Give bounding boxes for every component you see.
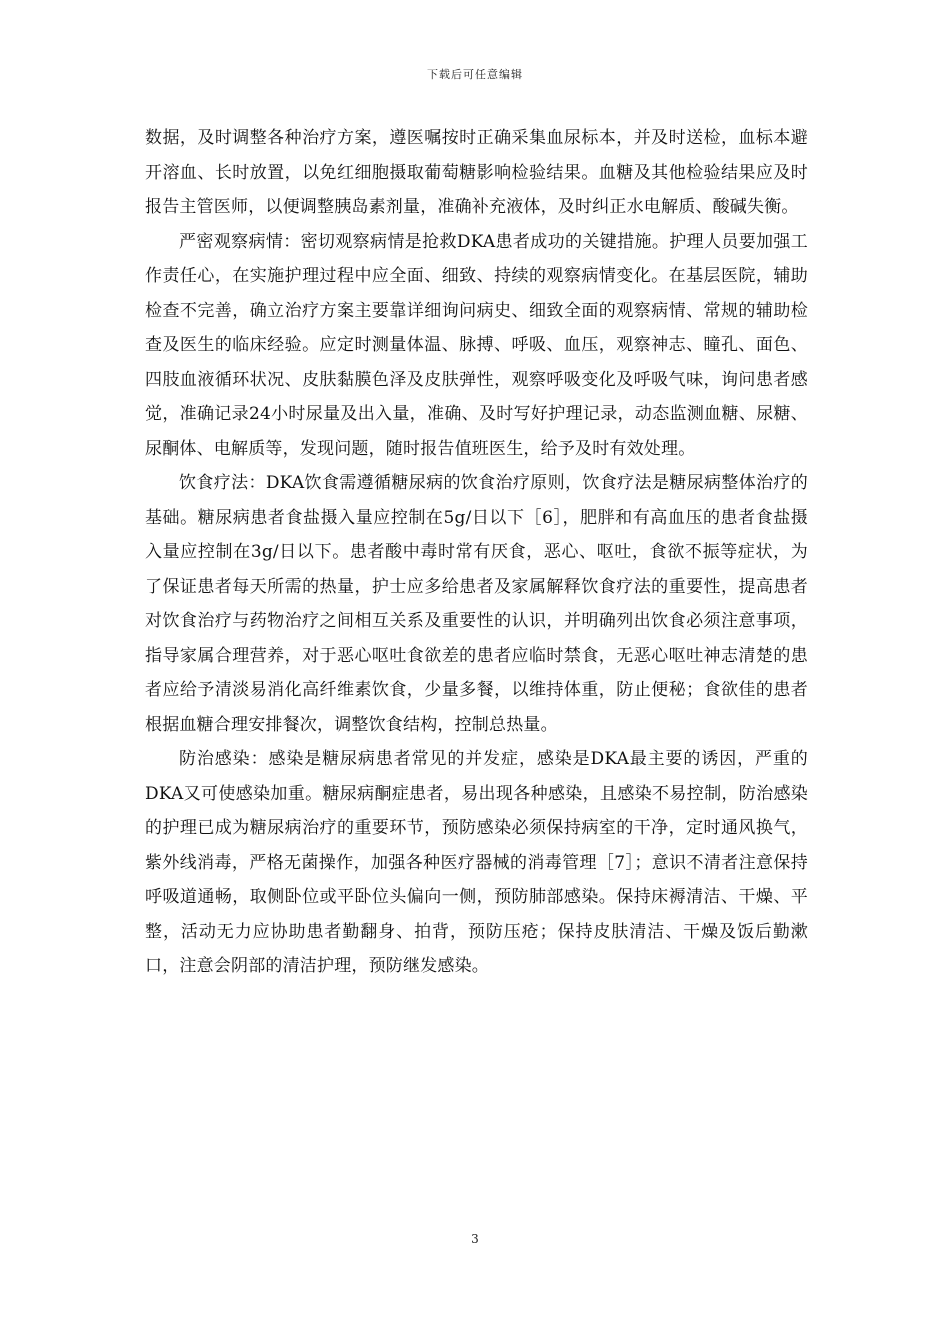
page-number: 3 xyxy=(471,1232,479,1246)
document-body xyxy=(145,121,808,984)
paragraph-observation: 严密观察病情：密切观察病情是抢救DKA患者成功的关键措施。护理人员要加强工作责任心，在实施护理过程中应全面、细致、持续的观察病情变化。在基层医院，辅助检查不完善，确立治疗方案主要靠详细询问病史、细致全面的观察病情、常规的辅助检查及医生的临床经验。应定时测量体温、脉搏、呼吸、血压，观察神志、瞳孔、面色、四肢血液循环状况、皮肤黏膜色泽及皮肤弹性，观察呼吸变化及呼吸气味，询问患者感觉，准确记录24小时尿量及出入量，准确、及时写好护理记录，动态监测血糖、尿糖、尿酮体、电解质等，发现问题，随时报告值班医生，给予及时有效处理。 xyxy=(145,231,808,459)
paragraph-infection-prevention: 防治感染：感染是糖尿病患者常见的并发症，感染是DKA最主要的诱因，严重的DKA又可使感染加重。糖尿病酮症患者，易出现各种感染，且感染不易控制，防治感染的护理已成为糖尿病治疗的重要环节，预防感染必须保持病室的干净，定时通风换气，紫外线消毒，严格无菌操作，加强各种医疗器械的消毒管理［7］；意识不清者注意保持呼吸道通畅，取侧卧位或平卧位头偏向一侧，预防肺部感染。保持床褥清洁、干燥、平整，活动无力应协助患者勤翻身、拍背，预防压疮；保持皮肤清洁、干燥及饭后勤漱口，注意会阴部的清洁护理，预防继发感染。 xyxy=(145,749,808,976)
paragraph-continuation: 数据，及时调整各种治疗方案，遵医嘱按时正确采集血尿标本，并及时送检，血标本避开溶血、长时放置，以免红细胞摄取葡萄糖影响检验结果。血糖及其他检验结果应及时报告主管医师，以便调整胰岛素剂量，准确补充液体，及时纠正水电解质、酸碱失衡。 xyxy=(145,128,808,217)
paragraph-diet-therapy: 饮食疗法：DKA饮食需遵循糖尿病的饮食治疗原则，饮食疗法是糖尿病整体治疗的基础。糖尿病患者食盐摄入量应控制在5g/日以下［6］，肥胖和有高血压的患者食盐摄入量应控制在3g/日以下。患者酸中毒时常有厌食，恶心、呕吐，食欲不振等症状，为了保证患者每天所需的热量，护士应多给患者及家属解释饮食疗法的重要性，提高患者对饮食治疗与药物治疗之间相互关系及重要性的认识，并明确列出饮食必须注意事项，指导家属合理营养，对于恶心呕吐食欲差的患者应临时禁食，无恶心呕吐神志清楚的患者应给予清淡易消化高纤维素饮食，少量多餐，以维持体重，防止便秘；食欲佳的患者根据血糖合理安排餐次，调整饮食结构，控制总热量。 xyxy=(145,473,808,735)
header-note: 下载后可任意编辑 xyxy=(427,68,523,81)
